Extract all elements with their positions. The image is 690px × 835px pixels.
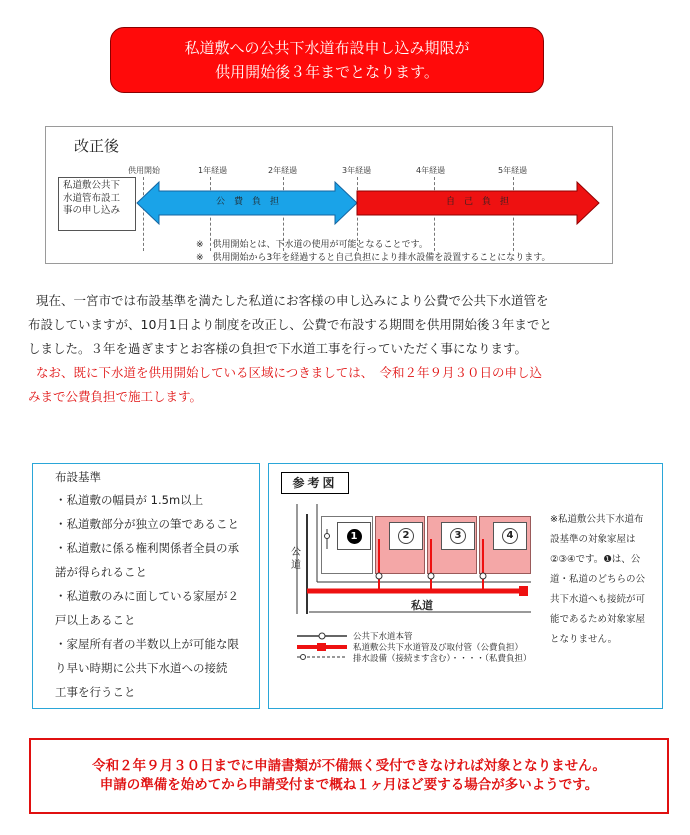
tick-label: 供用開始 [128, 166, 160, 175]
legend-label: 公共下水道本管 [353, 632, 413, 642]
paragraph-line: しました。３年を過ぎますとお客様の負担で下水道工事を行っていただく事になります。 [28, 341, 528, 356]
tick-label: 4年経過 [416, 166, 446, 175]
criteria-item: ・私道敷に係る権利関係者全員の承 [55, 541, 239, 555]
deadline-banner [110, 27, 544, 93]
paragraph-line: 現在、一宮市では布設基準を満たした私道にお客様の申し込みにより公費で公共下水道管を [35, 293, 549, 308]
criteria-item: り早い時期に公共下水道への接続 [55, 661, 228, 675]
legend-label: 排水設備（接続ます含む）・・・・（私費負担） [353, 654, 532, 664]
criteria-item: 戸以上あること [55, 613, 136, 627]
tick-label: 1年経過 [198, 166, 228, 175]
criteria-item: ・家屋所有者の半数以上が可能な限 [55, 637, 239, 651]
paragraph-line: 布設していますが、10月1日より制度を改正し、公費で布設する期間を供用開始後３年までと [28, 317, 552, 332]
private-road-label: 私道 [411, 599, 433, 612]
criteria-item: 工事を行うこと [55, 685, 136, 699]
criteria-item: ・私道敷部分が独立の筆であること [55, 517, 239, 531]
house-number: 2 [398, 528, 414, 544]
legend-label: 私道敷公共下水道管及び取付管（公費負担） [353, 643, 524, 653]
house-number: 3 [450, 528, 466, 544]
criteria-heading: 布設基準 [55, 470, 101, 484]
explanation-text [28, 289, 648, 409]
schedule-title: 改正後 [74, 137, 120, 155]
house-number: 4 [502, 528, 518, 544]
row-label-line: 私道敷公共下 [63, 180, 121, 191]
criteria-box [32, 463, 260, 709]
house-number: 1 [347, 529, 362, 544]
paragraph-red-text: 既に下水道を供用開始している区域につきましては、 令和２年９月３０日の申し込 [73, 365, 542, 380]
row-label-line: 事の申し込み [63, 205, 121, 216]
reference-tag: 参考図 [281, 472, 349, 494]
criteria-item: ・私道敷のみに面している家屋が２ [55, 589, 239, 603]
reference-note: ※私道敷公共下水道布設基準の対象家屋は②③④です。❶は、公道・私道のどちらの公共下水道へも接続が可能であるため対象家屋となりません。 [550, 514, 646, 645]
tick-label: 3年経過 [342, 166, 372, 175]
banner-line-2: 供用開始後３年までとなります。 [215, 63, 439, 81]
warning-box [29, 738, 669, 814]
tick-label: 2年経過 [268, 166, 298, 175]
tick-label: 5年経過 [498, 166, 528, 175]
criteria-item: 諾が得られること [55, 565, 147, 579]
paragraph-lead: なお、 [35, 365, 74, 380]
schedule-note: ※ 供用開始とは、下水道の使用が可能となることです。 [196, 240, 428, 250]
public-cost-label: 公 費 負 担 [216, 197, 280, 207]
warning-line-2: 申請の準備を始めてから申請受付まで概ね１ヶ月ほど要する場合が多いようです。 [99, 777, 599, 793]
warning-line-1: 令和２年９月３０日までに申請書類が不備無く受付できなければ対象となりません。 [92, 758, 606, 774]
paragraph-red-text: みまで公費負担で施工します。 [28, 389, 203, 404]
row-label-line: 水道管布設工 [63, 192, 121, 204]
criteria-item: ・私道敷の幅員が 1.5m以上 [55, 493, 204, 507]
private-cost-label: 自 己 負 担 [446, 197, 510, 207]
public-road-label: 公道 [291, 547, 301, 571]
reference-figure [268, 463, 663, 709]
banner-line-1: 私道敷への公共下水道布設申し込み期限が [184, 39, 470, 57]
schedule-figure [45, 126, 613, 264]
schedule-note: ※ 供用開始から3年を経過すると自己負担により排水設備を設置することになります。 [196, 253, 551, 263]
